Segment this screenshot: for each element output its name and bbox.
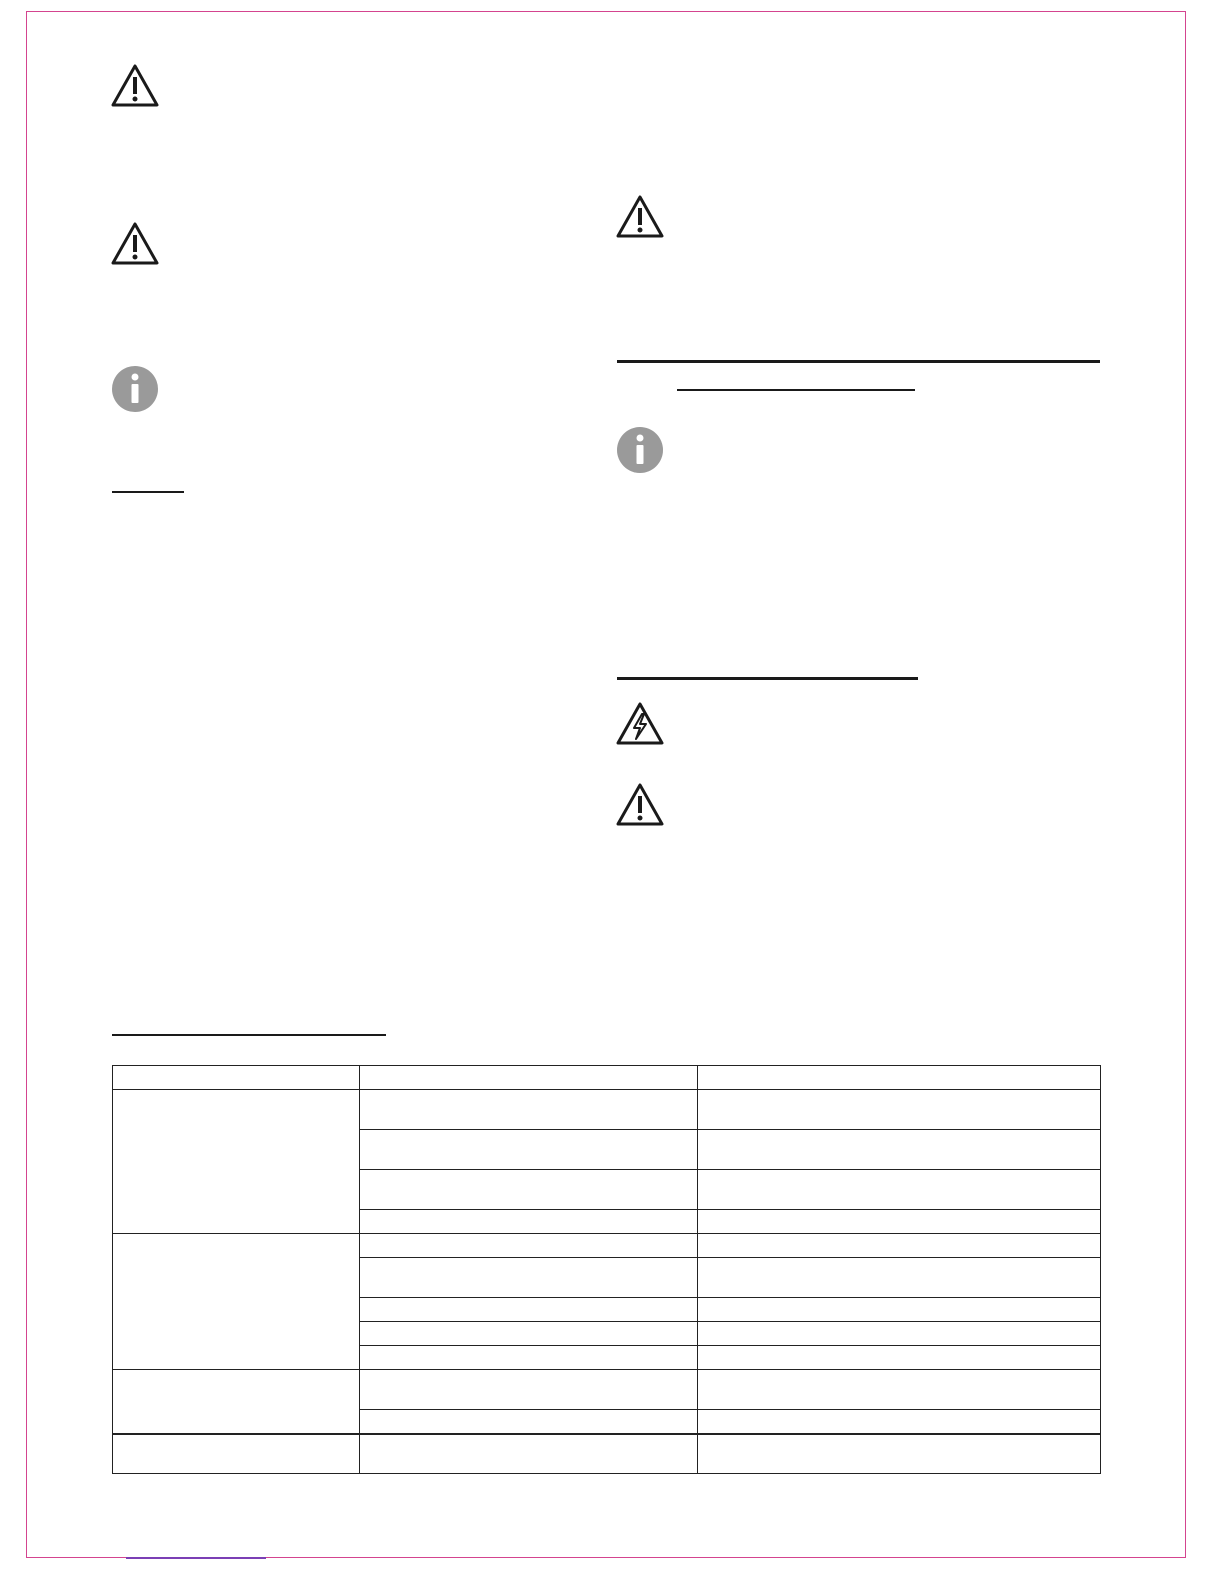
section-underline [112, 491, 184, 493]
page-footer-mark [126, 1557, 266, 1559]
header-cell [113, 1066, 360, 1090]
cause-cell [360, 1346, 698, 1370]
problem-cell [113, 1434, 360, 1474]
solution-cell [698, 1130, 1101, 1170]
header-cell [360, 1066, 698, 1090]
cause-cell [360, 1170, 698, 1210]
table-row [113, 1090, 1101, 1130]
warning-icon [615, 781, 665, 829]
table-heading-underline [112, 1034, 386, 1036]
warning-icon [615, 193, 665, 241]
problem-cell [113, 1234, 360, 1370]
table-row [113, 1234, 1101, 1258]
cause-cell [360, 1210, 698, 1234]
solution-cell [698, 1370, 1101, 1410]
solution-cell [698, 1170, 1101, 1210]
warning-icon [110, 62, 160, 110]
cause-cell [360, 1258, 698, 1298]
solution-cell [698, 1210, 1101, 1234]
warning-icon [110, 220, 160, 268]
cause-cell [360, 1298, 698, 1322]
info-icon [110, 365, 160, 413]
solution-cell [698, 1434, 1101, 1474]
solution-cell [698, 1298, 1101, 1322]
troubleshooting-table [112, 1065, 1101, 1474]
problem-cell [113, 1090, 360, 1234]
cause-cell [360, 1370, 698, 1410]
cause-cell [360, 1322, 698, 1346]
solution-cell [698, 1234, 1101, 1258]
solution-cell [698, 1346, 1101, 1370]
cause-cell [360, 1410, 698, 1434]
section-divider [617, 360, 1100, 363]
table-row [113, 1370, 1101, 1410]
section-underline [677, 389, 915, 391]
problem-cell [113, 1370, 360, 1434]
electric-hazard-icon [615, 700, 665, 748]
cause-cell [360, 1090, 698, 1130]
header-cell [698, 1066, 1101, 1090]
solution-cell [698, 1090, 1101, 1130]
table-row [113, 1434, 1101, 1474]
section-divider [617, 677, 918, 680]
cause-cell [360, 1234, 698, 1258]
solution-cell [698, 1322, 1101, 1346]
solution-cell [698, 1410, 1101, 1434]
solution-cell [698, 1258, 1101, 1298]
cause-cell [360, 1434, 698, 1474]
info-icon [615, 426, 665, 474]
cause-cell [360, 1130, 698, 1170]
table-header-row [113, 1066, 1101, 1090]
